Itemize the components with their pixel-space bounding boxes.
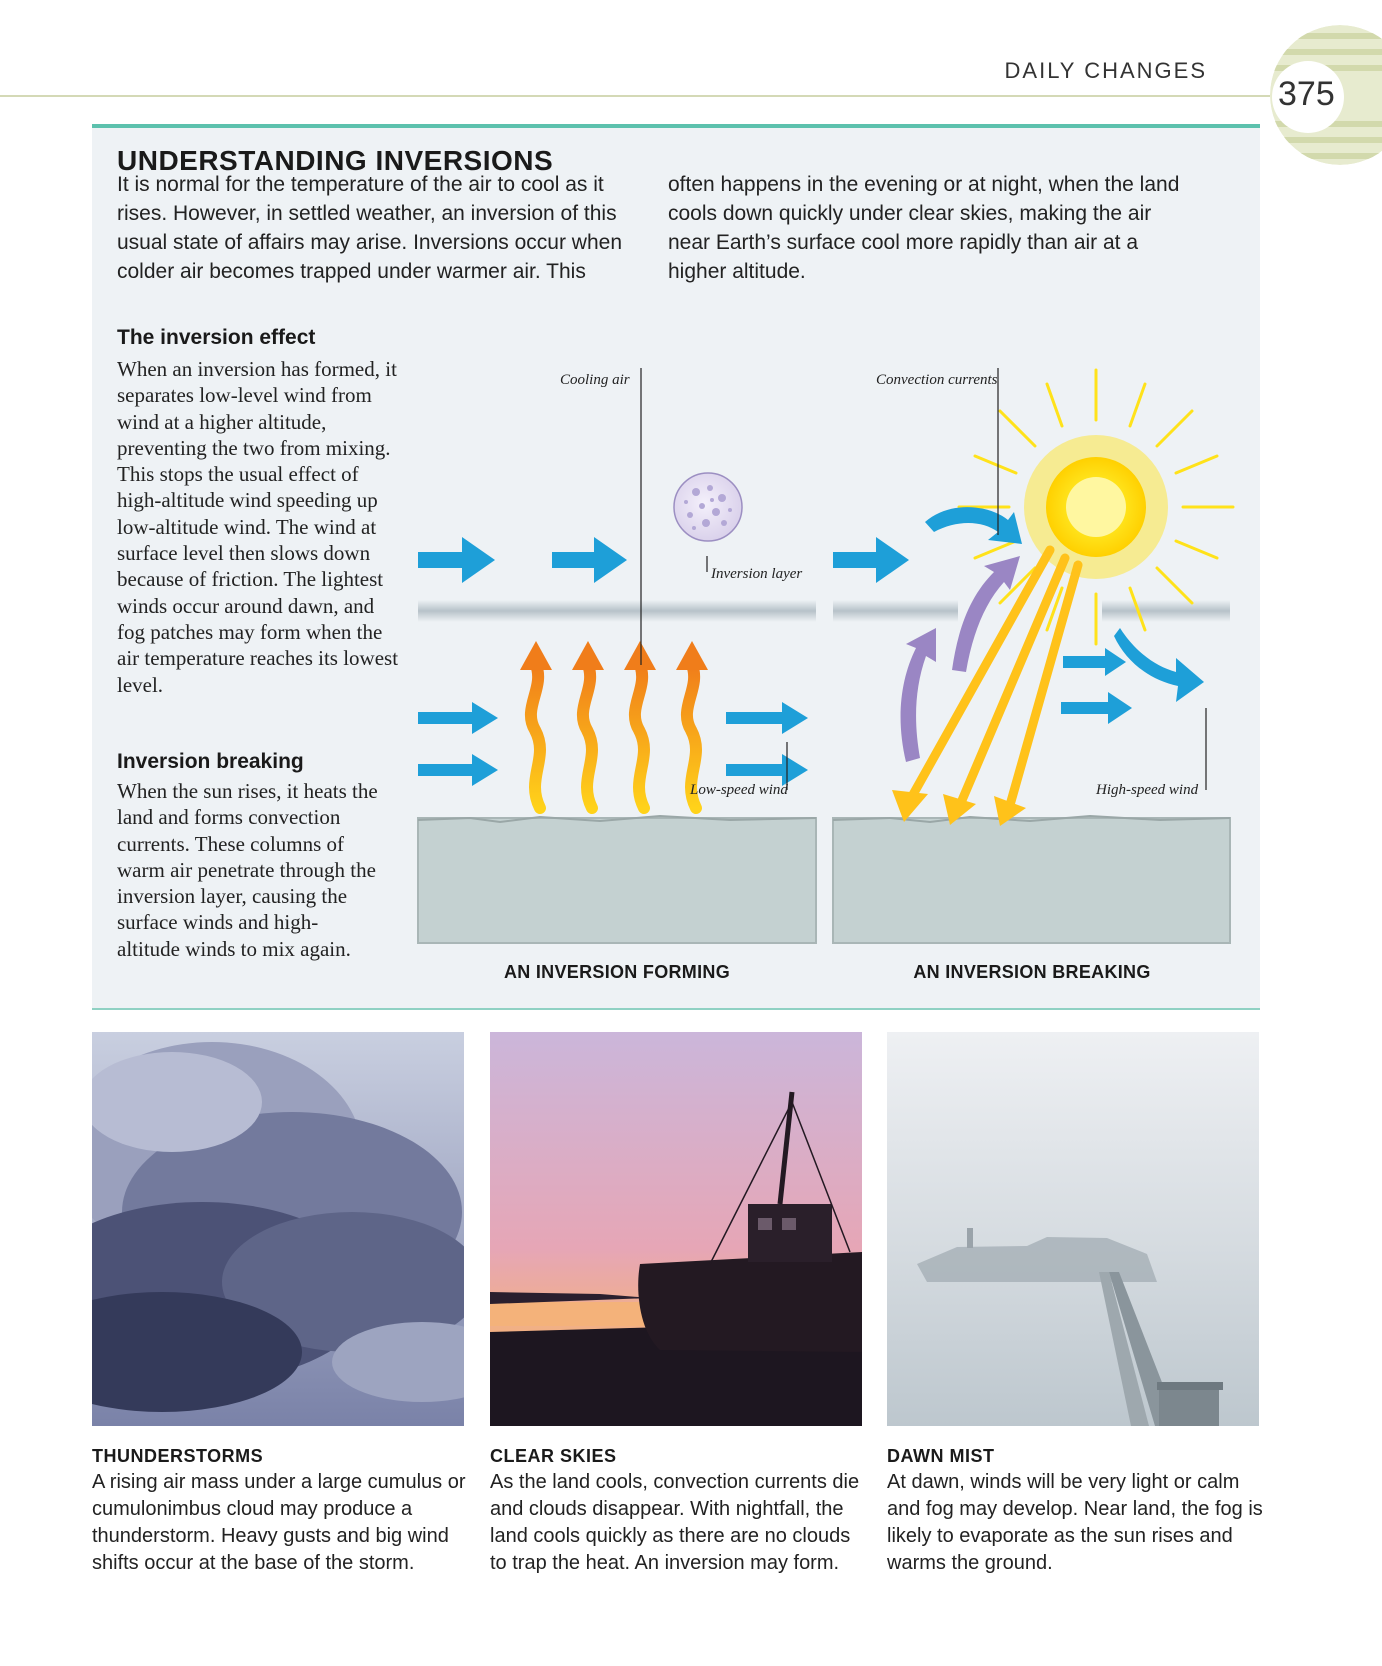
high-wind-arrow-4 — [1063, 648, 1126, 676]
breaking-ground — [833, 818, 1230, 943]
inversion-effect-body: When an inversion has formed, it separates low-level wind from wind at a higher altitude, preventing the two from mixing. This stops the usual effect of high-altitude wind speeding up low-altitude wind. The wind at surface level then slows down because of friction. The lightest winds occur around dawn, and fog patches may form when the air temperature reaches its lowest level. — [117, 357, 399, 697]
inversion-breaking-heading: Inversion breaking — [117, 750, 304, 773]
inversion-effect-heading: The inversion effect — [117, 326, 316, 349]
label-inversion-layer: Inversion layer — [711, 566, 803, 582]
inversion-diagram — [410, 360, 1240, 960]
low-wind-arrow-2 — [418, 754, 498, 786]
high-wind-arrow-1 — [418, 537, 495, 583]
photo-thunderstorms — [92, 1032, 464, 1426]
breaking-panel — [833, 368, 1233, 943]
photo-caption-dawn-mist: At dawn, winds will be very light or calm and fog may develop. Near land, the fog is likely to evaporate as the sun rises and warms the ground. — [887, 1471, 1263, 1574]
moon-icon — [674, 473, 742, 541]
photo-title-clear-skies: CLEAR SKIES — [490, 1446, 617, 1466]
label-low-speed-wind: Low-speed wind — [690, 782, 788, 798]
panel-title: UNDERSTANDING INVERSIONS — [117, 145, 554, 176]
label-convection-currents: Convection currents — [876, 372, 998, 388]
high-wind-arrow-3 — [833, 537, 909, 583]
photo-clear-skies — [490, 1032, 862, 1426]
inversion-breaking-body: When the sun rises, it heats the land and forms convection currents. These columns of warm air penetrate through the inversion layer, causing the surface winds and high-altitude winds to mix again. — [117, 779, 378, 961]
breaking-inversion-layer-right — [1102, 600, 1230, 622]
photo-title-dawn-mist: DAWN MIST — [887, 1446, 995, 1466]
photo-title-thunderstorms: THUNDERSTORMS — [92, 1446, 264, 1466]
low-wind-arrow-1 — [418, 702, 498, 734]
photo-dawn-mist — [887, 1032, 1259, 1426]
intro-column-2: often happens in the evening or at night, when the land cools down quickly under clear skies, making the air near Earth’s surface cool more rapidly than air at a higher altitude. — [668, 173, 1180, 283]
cooling-air-stream-3 — [635, 665, 644, 808]
forming-panel — [418, 368, 816, 943]
forming-inversion-layer — [418, 600, 816, 622]
header-rule — [0, 95, 1270, 97]
label-cooling-air: Cooling air — [560, 372, 630, 388]
curved-wind-arrow-right — [1114, 628, 1204, 702]
intro-column-1: It is normal for the temperature of the air to cool as it rises. However, in settled weather, an inversion of this usual state of affairs may arise. Inversions occur when colder air becomes trapped under warmer air. This — [117, 173, 623, 283]
caption-inversion-breaking: AN INVERSION BREAKING — [913, 962, 1151, 982]
section-label: DAILY CHANGES — [1004, 58, 1207, 83]
curved-wind-arrow-top — [925, 507, 1022, 544]
breaking-inversion-layer-left — [833, 600, 958, 622]
cooling-air-stream-2 — [583, 665, 592, 808]
photo-caption-clear-skies: As the land cools, convection currents die and clouds disappear. With nightfall, the land cools quickly as there are no clouds to trap the heat. An inversion may form. — [490, 1471, 860, 1574]
page-number: 375 — [1278, 75, 1335, 113]
convection-arrow-1 — [901, 628, 936, 762]
caption-inversion-forming: AN INVERSION FORMING — [503, 962, 730, 982]
high-wind-arrow-2 — [552, 537, 627, 583]
forming-ground — [418, 818, 816, 943]
sun-icon — [959, 370, 1233, 644]
photo-caption-thunderstorms: A rising air mass under a large cumulus or cumulonimbus cloud may produce a thunderstorm. Heavy gusts and big wind shifts occur at the base of the storm. — [92, 1471, 466, 1574]
high-wind-arrow-5 — [1061, 692, 1132, 724]
cooling-air-stream-1 — [531, 665, 540, 808]
label-high-speed-wind: High-speed wind — [1096, 782, 1199, 798]
low-wind-arrow-3 — [726, 702, 808, 734]
